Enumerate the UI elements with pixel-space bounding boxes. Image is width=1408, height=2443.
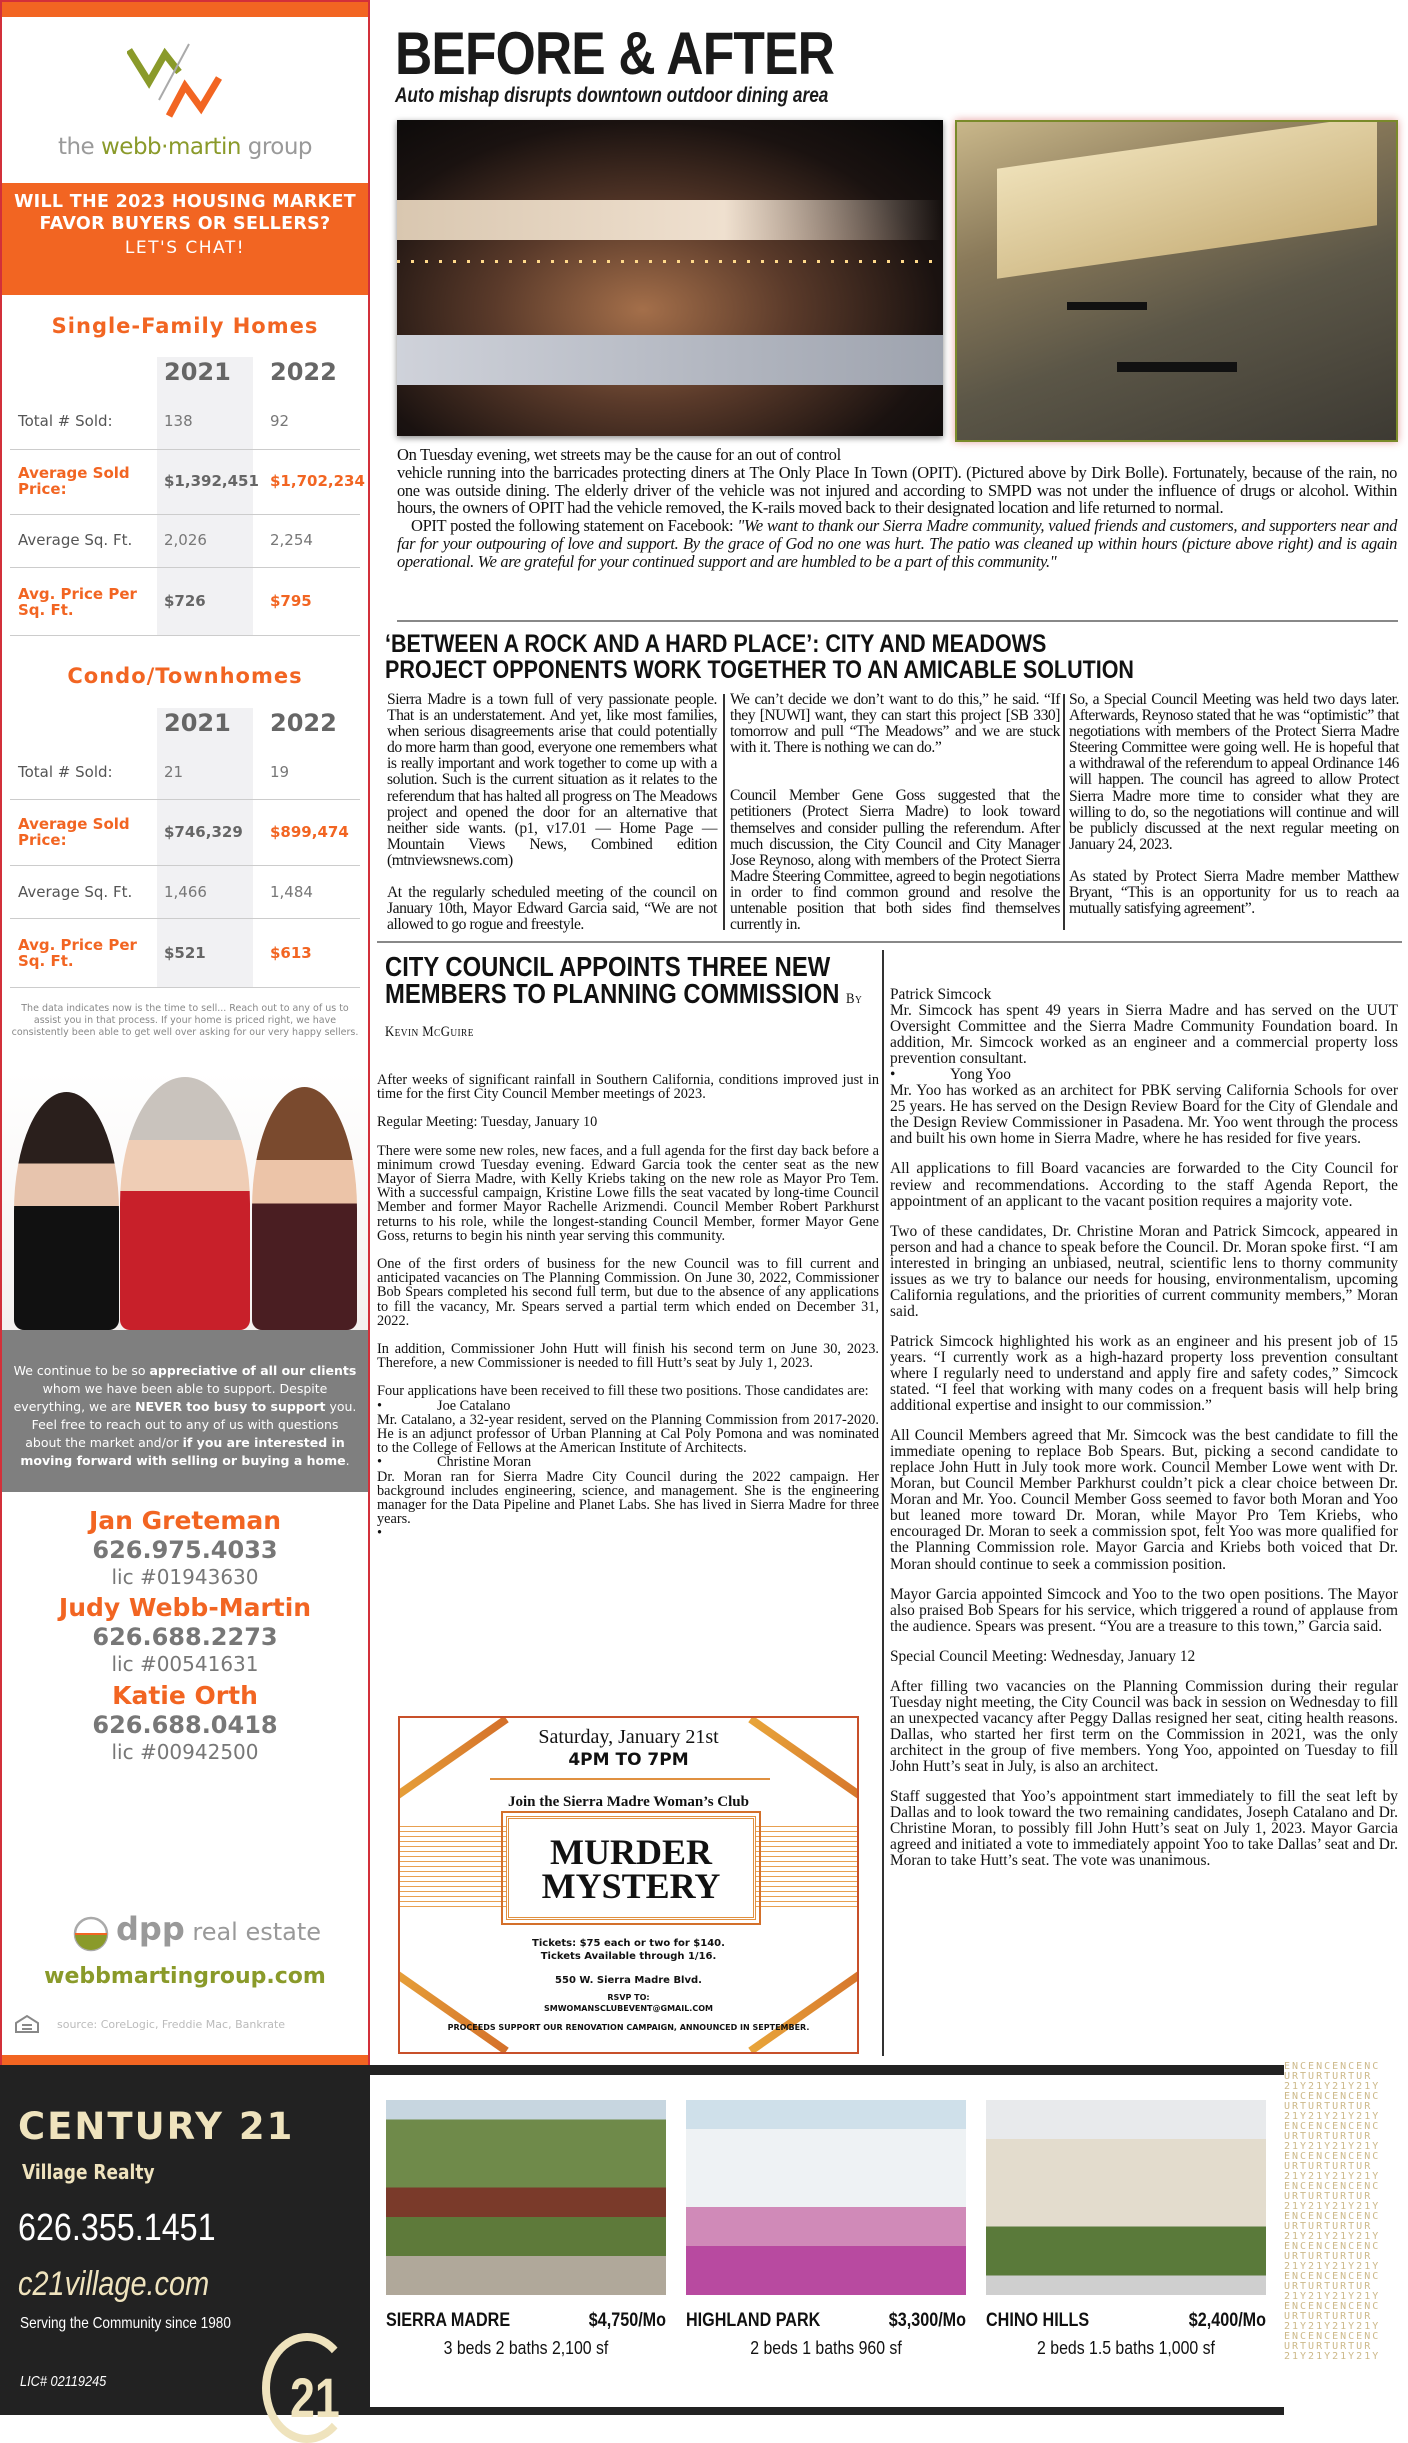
row-label: Total # Sold: bbox=[18, 763, 113, 781]
promo-band bbox=[2, 183, 368, 295]
c21-phone[interactable]: 626.355.1451 bbox=[18, 2207, 216, 2249]
event-date: Saturday, January 21st bbox=[538, 1726, 719, 1748]
agent-phone[interactable]: 626.688.2273 bbox=[92, 1623, 278, 1651]
promo-cta: LET'S CHAT! bbox=[124, 238, 246, 258]
section-divider bbox=[397, 620, 1398, 622]
dpp-logo: dpp real estate bbox=[72, 1914, 312, 1954]
ticket-price: Tickets: $75 each or two for $140. bbox=[532, 1938, 725, 1949]
event-title: MURDER bbox=[550, 1832, 712, 1872]
listing-city: SIERRA MADRE bbox=[386, 2310, 511, 2331]
c21-office: Village Realty bbox=[22, 2160, 155, 2184]
row-label: Avg. Price Per Sq. Ft. bbox=[18, 585, 137, 619]
cell-value: 21 bbox=[164, 763, 184, 781]
rsvp-label: RSVP TO: bbox=[607, 1993, 650, 2002]
divider bbox=[10, 449, 360, 450]
row-label: Average Sold Price: bbox=[18, 815, 130, 849]
source-note: source: CoreLogic, Freddie Mac, Bankrate bbox=[57, 2018, 286, 2031]
article-column: So, a Special Council Meeting was held two days later. Afterwards, Reynoso stated that he was “optimistic” that negotiations with members of the Protect Sierra Madre Steering Committee were going well. He is hopeful that a withdrawal of the referendum to appeal Ordinance 146 will happen. The council has agreed to allow Protect Sierra Madre more time to consider what they are willing to do, so the negotiations will continue and will be publicly discussed at the next regular meeting on January 24, 2023. As stated by Protect Sierra Madre member Matthew Bryant, “This is an opportunity for us to reach aa mutually satisfying agreement”. bbox=[1069, 691, 1399, 918]
event-time: 4PM TO 7PM bbox=[568, 1750, 689, 1770]
brand-name: the webb·martin group bbox=[57, 134, 313, 160]
column-divider bbox=[882, 950, 884, 2056]
agent-name: Katie Orth bbox=[112, 1681, 258, 1710]
listing-price: $3,300/Mo bbox=[888, 2310, 966, 2331]
year-header: 2022 bbox=[270, 358, 337, 386]
photo-after bbox=[955, 120, 1398, 442]
cell-value: 138 bbox=[164, 412, 193, 430]
cell-value: $746,329 bbox=[164, 823, 243, 841]
agent-license: lic #00541631 bbox=[111, 1652, 259, 1676]
row-label: Average Sq. Ft. bbox=[18, 531, 133, 549]
webb-martin-ad bbox=[0, 0, 370, 2065]
c21-logo-icon: 21 bbox=[290, 2366, 340, 2429]
listing-specs: 3 beds 2 baths 2,100 sf bbox=[443, 2338, 609, 2358]
byline: By Kevin McGuire bbox=[385, 991, 863, 1040]
year-header: 2021 bbox=[164, 358, 231, 386]
cell-value: 2,254 bbox=[270, 531, 313, 549]
agent-name: Jan Greteman bbox=[88, 1506, 282, 1535]
c21-license: LIC# 02119245 bbox=[20, 2373, 107, 2390]
table-title-condo: Condo/Townhomes bbox=[67, 664, 303, 688]
rsvp-email[interactable]: SMWOMANSCLUBEVENT@GMAIL.COM bbox=[544, 2004, 713, 2013]
listing-photo[interactable] bbox=[386, 2100, 666, 2295]
cell-value: $1,702,234 bbox=[270, 472, 365, 490]
divider bbox=[10, 987, 360, 988]
ad-top-bar bbox=[2, 2, 368, 17]
subheadline: Auto mishap disrupts downtown outdoor dining area bbox=[395, 84, 829, 107]
divider bbox=[10, 635, 360, 636]
headline-before-after: BEFORE & AFTER bbox=[395, 20, 834, 87]
listing-specs: 2 beds 1.5 baths 1,000 sf bbox=[1037, 2338, 1215, 2358]
headline-rock-hard-place: ‘BETWEEN A ROCK AND A HARD PLACE’: CITY AND MEADOWS PROJECT OPPONENTS WORK TOGETHER TO AN AMICABLE SOLUTION bbox=[385, 630, 1134, 684]
equal-housing-icon bbox=[14, 2014, 40, 2034]
listing-city: HIGHLAND PARK bbox=[686, 2310, 821, 2331]
ticket-availability: Tickets Available through 1/16. bbox=[540, 1951, 717, 1962]
murder-mystery-ad bbox=[398, 1716, 859, 2054]
cell-value: $726 bbox=[164, 592, 206, 610]
cell-value: 19 bbox=[270, 763, 290, 781]
ornament-divider bbox=[490, 1778, 770, 1780]
cell-value: $899,474 bbox=[270, 823, 349, 841]
c21-pattern: ENCENCENCENC URTURTURTUR 21Y21Y21Y21Y ENCENCENCENC URTURTURTUR 21Y21Y21Y21Y ENCENCENCENC URTURTURTUR 21Y21Y21Y21Y ENCENCENCENC URTURTURTUR 21Y21Y21Y21Y ENCENCENCENC URTURTURTUR 21Y21Y21Y21Y ENCENCENCENC URTURTURTUR 21Y21Y21Y21Y ENCENCENCENC URTURTURTUR 21Y21Y21Y21Y ENCENCENCENC URTURTURTUR 21Y21Y21Y21Y ENCENCENCENC URTURTURTUR 21Y21Y21Y21Y ENCENCENCENC URTURTURTUR 21Y21Y21Y21Y bbox=[1284, 2062, 1408, 2415]
agent-name: Judy Webb-Martin bbox=[58, 1593, 312, 1622]
c21-website[interactable]: c21village.com bbox=[18, 2265, 210, 2303]
headline-council-appoints: CITY COUNCIL APPOINTS THREE NEW MEMBERS TO PLANNING COMMISSION By Kevin McGuire bbox=[385, 951, 863, 1040]
row-label: Total # Sold: bbox=[18, 412, 113, 430]
divider bbox=[10, 865, 360, 866]
row-label: Avg. Price Per Sq. Ft. bbox=[18, 936, 137, 970]
cell-value: 2,026 bbox=[164, 531, 207, 549]
cell-value: 92 bbox=[270, 412, 290, 430]
c21-tagline: Serving the Community since 1980 bbox=[20, 2315, 231, 2332]
promo-question: WILL THE 2023 HOUSING MARKET FAVOR BUYERS OR SELLERS? bbox=[14, 192, 356, 234]
webb-martin-logo-icon bbox=[127, 42, 227, 122]
cell-value: 1,484 bbox=[270, 883, 313, 901]
agents-photo bbox=[2, 1072, 368, 1330]
event-address: 550 W. Sierra Madre Blvd. bbox=[555, 1975, 702, 1986]
event-proceeds: PROCEEDS SUPPORT OUR RENOVATION CAMPAIGN, ANNOUNCED IN SEPTEMBER. bbox=[447, 2023, 810, 2032]
website-link[interactable]: webbmartingroup.com bbox=[44, 1964, 326, 1989]
article-column: Sierra Madre is a town full of very passionate people. That is an understatement. And yet, like most families, when serious disagreements arise that could potentially do more harm than good, everyone one remembers what is really important and work together to come up with a solution. Such is the current situation as it relates to the referendum that has halted all progress on The Meadows project and opened the door for an alternative that neither side wants. (p1, v17.01 — Home Page — Mountain Views News, Combined edition (mtnviewsnews.com) At the regularly scheduled meeting of the council on January 10th, Mayor Edward Garcia said, “We are not allowed to go rogue and freestyle. bbox=[387, 691, 717, 934]
listing-photo[interactable] bbox=[986, 2100, 1266, 2295]
row-label: Average Sold Price: bbox=[18, 464, 130, 498]
divider bbox=[10, 514, 360, 515]
listing-city: CHINO HILLS bbox=[986, 2310, 1090, 2331]
divider bbox=[10, 799, 360, 800]
cell-value: $1,392,451 bbox=[164, 472, 259, 490]
column-divider bbox=[1063, 694, 1065, 930]
divider bbox=[10, 918, 360, 919]
article-council-right: Patrick Simcock Mr. Simcock has spent 49 years in Sierra Madre and has served on the UUT Oversight Committee and the Sierra Madre Community Foundation board. In addition, Mr. Simcock worked as an engineer and a commercial property loss prevention consultant. • Yong Yoo Mr. Yoo has worked as an architect for PBK serving California Schools for over 25 years. He has served on the Design Review Board for the City of Glendale and the Design Review Commissioner in Pasadena. Mr. Yoo went through the process and built his own home in Sierra Madre, where he has resided for five years. All applications to fill Board vacancies are forwarded to the City Council for review and recommendations. According to the staff Agenda Report, the appointment of an applicant to the vacant position requires a majority vote. Two of these candidates, Dr. Christine Moran and Patrick Simcock, appeared in person and had a chance to speak before the Council. Dr. Moran spoke first. “I am interested in bringing an unbiased, neutral, scientific lens to thorny community issues as we try to balance our needs for housing, environmentalism, upcoming California regulations, and the priorities of current community members,” Moran said. Patrick Simcock highlighted his work as an engineer and his present job of 15 years. “I currently work as a high-hazard property loss prevention consultant where I regularly need to understand and apply fire and safety codes,” Simcock stated. “I feel that working with many codes on a frequent basis will help bring additional expertise and insight to our commission.” All Council Members agreed that Mr. Simcock was the best candidate to fill the immediate opening to replace Bob Spears. But, picking a second candidate to replace John Hutt in July took more work. Council Member Lowe went with Dr. Moran, but Council Member Parkhurst couldn’t pick a clear choice between Dr. Moran and Mr. Yoo. Council Member Goss seemed to favor both Moran and Yoo but leaned more toward Dr. Moran, while Mayor Pro Tem Kriebs, who encouraged Dr. Moran to seek a commission spot, felt Yoo was more qualified for the Planning Commission role. Mayor Garcia and Kriebs both voiced that Dr. Moran should continue to seek a commission position. Mayor Garcia appointed Simcock and Yoo to the two open positions. The Mayor also praised Bob Spears for his service, which triggered a round of applause from the audience. Spears was present. “You are a treasure to this town,” Garcia said. Special Council Meeting: Wednesday, January 12 After filling two vacancies on the Planning Commission during their regular Tuesday night meeting, the City Council was back in session on Wednesday to fill an unexpected vacancy after Peggy Dallas resigned her seat, citing health reasons. Dallas, who started her first term on the Commission in 2021, was the only architect in the group of five members. Yong Yoo, appointed on Tuesday to fill John Hutt’s seat in July, is also an architect. Staff suggested that Yoo’s appointment start immediately to fill the seat left by Dallas and to look toward the two remaining candidates, Joseph Catalano and Dr. Christine Moran, to possibly fill John Hutt’s seat on July 1, 2023. Mayor Garcia agreed and initiated a vote to immediately appoint Yoo to take Dallas’ seat and Dr. Moran to take Hutt’s seat. The vote was unanimous. bbox=[890, 986, 1398, 1870]
article-column: We can’t decide we don’t want to do this,” he said. “If they [NUWI] want, they can start this project [SB 330] tomorrow and pull “The Meadows” and we are stuck with it. There is nothing we can do.” Council Member Gene Goss suggested that the petitioners (Protect Sierra Madre) to look toward themselves and consider pulling the referendum. After much discussion, the City Council and City Manager Jose Reynoso, along with members of the Protect Sierra Madre Steering Committee, agreed to begin negotiations in order to find common ground and resolve the untenable position that both sides find themselves currently in. bbox=[730, 691, 1060, 934]
century21-ad bbox=[0, 2065, 370, 2429]
article-council-left: After weeks of significant rainfall in Southern California, conditions improved just in time for the first City Council Member meetings of 2023. Regular Meeting: Tuesday, January 10 There were some new roles, new faces, and a full agenda for the first day back before a minimum crowd Tuesday evening. Edward Garcia took the center seat as the new Mayor of Sierra Madre, with Kelly Kriebs taking on the new role as Mayor Pro Tem. With a successful campaign, Kristine Lowe fills the seat vacated by long-time Council Member and former Mayor Rachelle Arizmendi. Council Member Robert Parkhurst returns to his role, while the longest-standing Council Member, former Mayor Gene Goss, returns to begin his ninth year serving this community. One of the first orders of business for the new Council was to fill current and anticipated vacancies on The Planning Commission. On June 30, 2022, Commissioner Bob Spears completed his second full term, but due to the absence of any applications to fill the vacancy, Mr. Spears served a partial term which ended on December 31, 2022. In addition, Commissioner John Hutt will finish his second term on June 30, 2023. Therefore, a new Commissioner is needed to fill Hutt’s seat by July 1, 2023. Four applications have been received to fill these two positions. Those candidates are: • Joe Catalano Mr. Catalano, a 32-year resident, served on the Planning Commission from 2017-2020. He is an adjunct professor of Urban Planning at Cal Poly Pomona and was nominated to the College of Fellows at the American Institute of Architects. • Christine Moran Dr. Moran ran for Sierra Madre City Council during the 2022 campaign. Her background includes engineering, science, and management. She is the engineering manager for the Data Pipeline and Planet Labs. She has lived in Sierra Madre for three years. • bbox=[377, 1072, 879, 1542]
article-before-after-body: On Tuesday evening, wet streets may be the cause for an out of control vehicle running into the barricades protecting diners at The Only Place In Town (OPIT). (Pictured above by Dirk Bolle). Fortunately, because of the rain, no one was outside dining. The elderly driver of the vehicle was not injured and according to SMPD was not under the influence of drugs or alcohol. Within hours, the owners of OPIT had the vehicle removed, the K-rails moved back to their designated location and life returned to normal. OPIT posted the following statement on Facebook: "We want to thank our Sierra Madre community, valued friends and customers, and supporters near and far for your outpouring of love and support. By the grace of God no one was hurt. The patio was cleaned up within hours (picture above right) and is again operational. We are grateful for your continued support and are humbled to be a part of this community." bbox=[397, 445, 1397, 571]
cell-value: $795 bbox=[270, 592, 312, 610]
section-divider bbox=[377, 941, 1402, 943]
cell-value: $521 bbox=[164, 944, 206, 962]
table-title-single-family: Single-Family Homes bbox=[51, 314, 319, 338]
event-host: Join the Sierra Madre Woman’s Club bbox=[508, 1794, 749, 1810]
row-label: Average Sq. Ft. bbox=[18, 883, 133, 901]
listing-price: $4,750/Mo bbox=[588, 2310, 666, 2331]
event-title: MYSTERY bbox=[541, 1866, 721, 1906]
agent-phone[interactable]: 626.975.4033 bbox=[92, 1536, 278, 1564]
photo-before bbox=[397, 120, 943, 436]
ad-message: We continue to be so appreciative of all our clients whom we have been able to support. Despite everything, we are NEVER too busy to support you. Feel free to reach out to any of us with questions about the market and/or if you are interested in moving forward with selling or buying a home. bbox=[2, 1330, 368, 1492]
cell-value: 1,466 bbox=[164, 883, 207, 901]
year-header: 2021 bbox=[164, 709, 231, 737]
column-divider bbox=[723, 694, 725, 930]
c21-brand: CENTURY 21 bbox=[18, 2105, 295, 2148]
listing-photo[interactable] bbox=[686, 2100, 966, 2295]
dpp-circle-icon bbox=[72, 1916, 110, 1952]
listing-specs: 2 beds 1 baths 960 sf bbox=[750, 2338, 902, 2358]
agent-license: lic #01943630 bbox=[111, 1565, 259, 1589]
ad-footnote: The data indicates now is the time to sell... Reach out to any of us to assist you in that process. If your home is priced right, we have consistently been able to get well over asking for our very happy sellers. bbox=[11, 1003, 359, 1038]
agent-license: lic #00942500 bbox=[111, 1740, 259, 1764]
cell-value: $613 bbox=[270, 944, 312, 962]
agent-phone[interactable]: 626.688.0418 bbox=[92, 1711, 278, 1739]
divider bbox=[10, 567, 360, 568]
listing-price: $2,400/Mo bbox=[1188, 2310, 1266, 2331]
year-header: 2022 bbox=[270, 709, 337, 737]
